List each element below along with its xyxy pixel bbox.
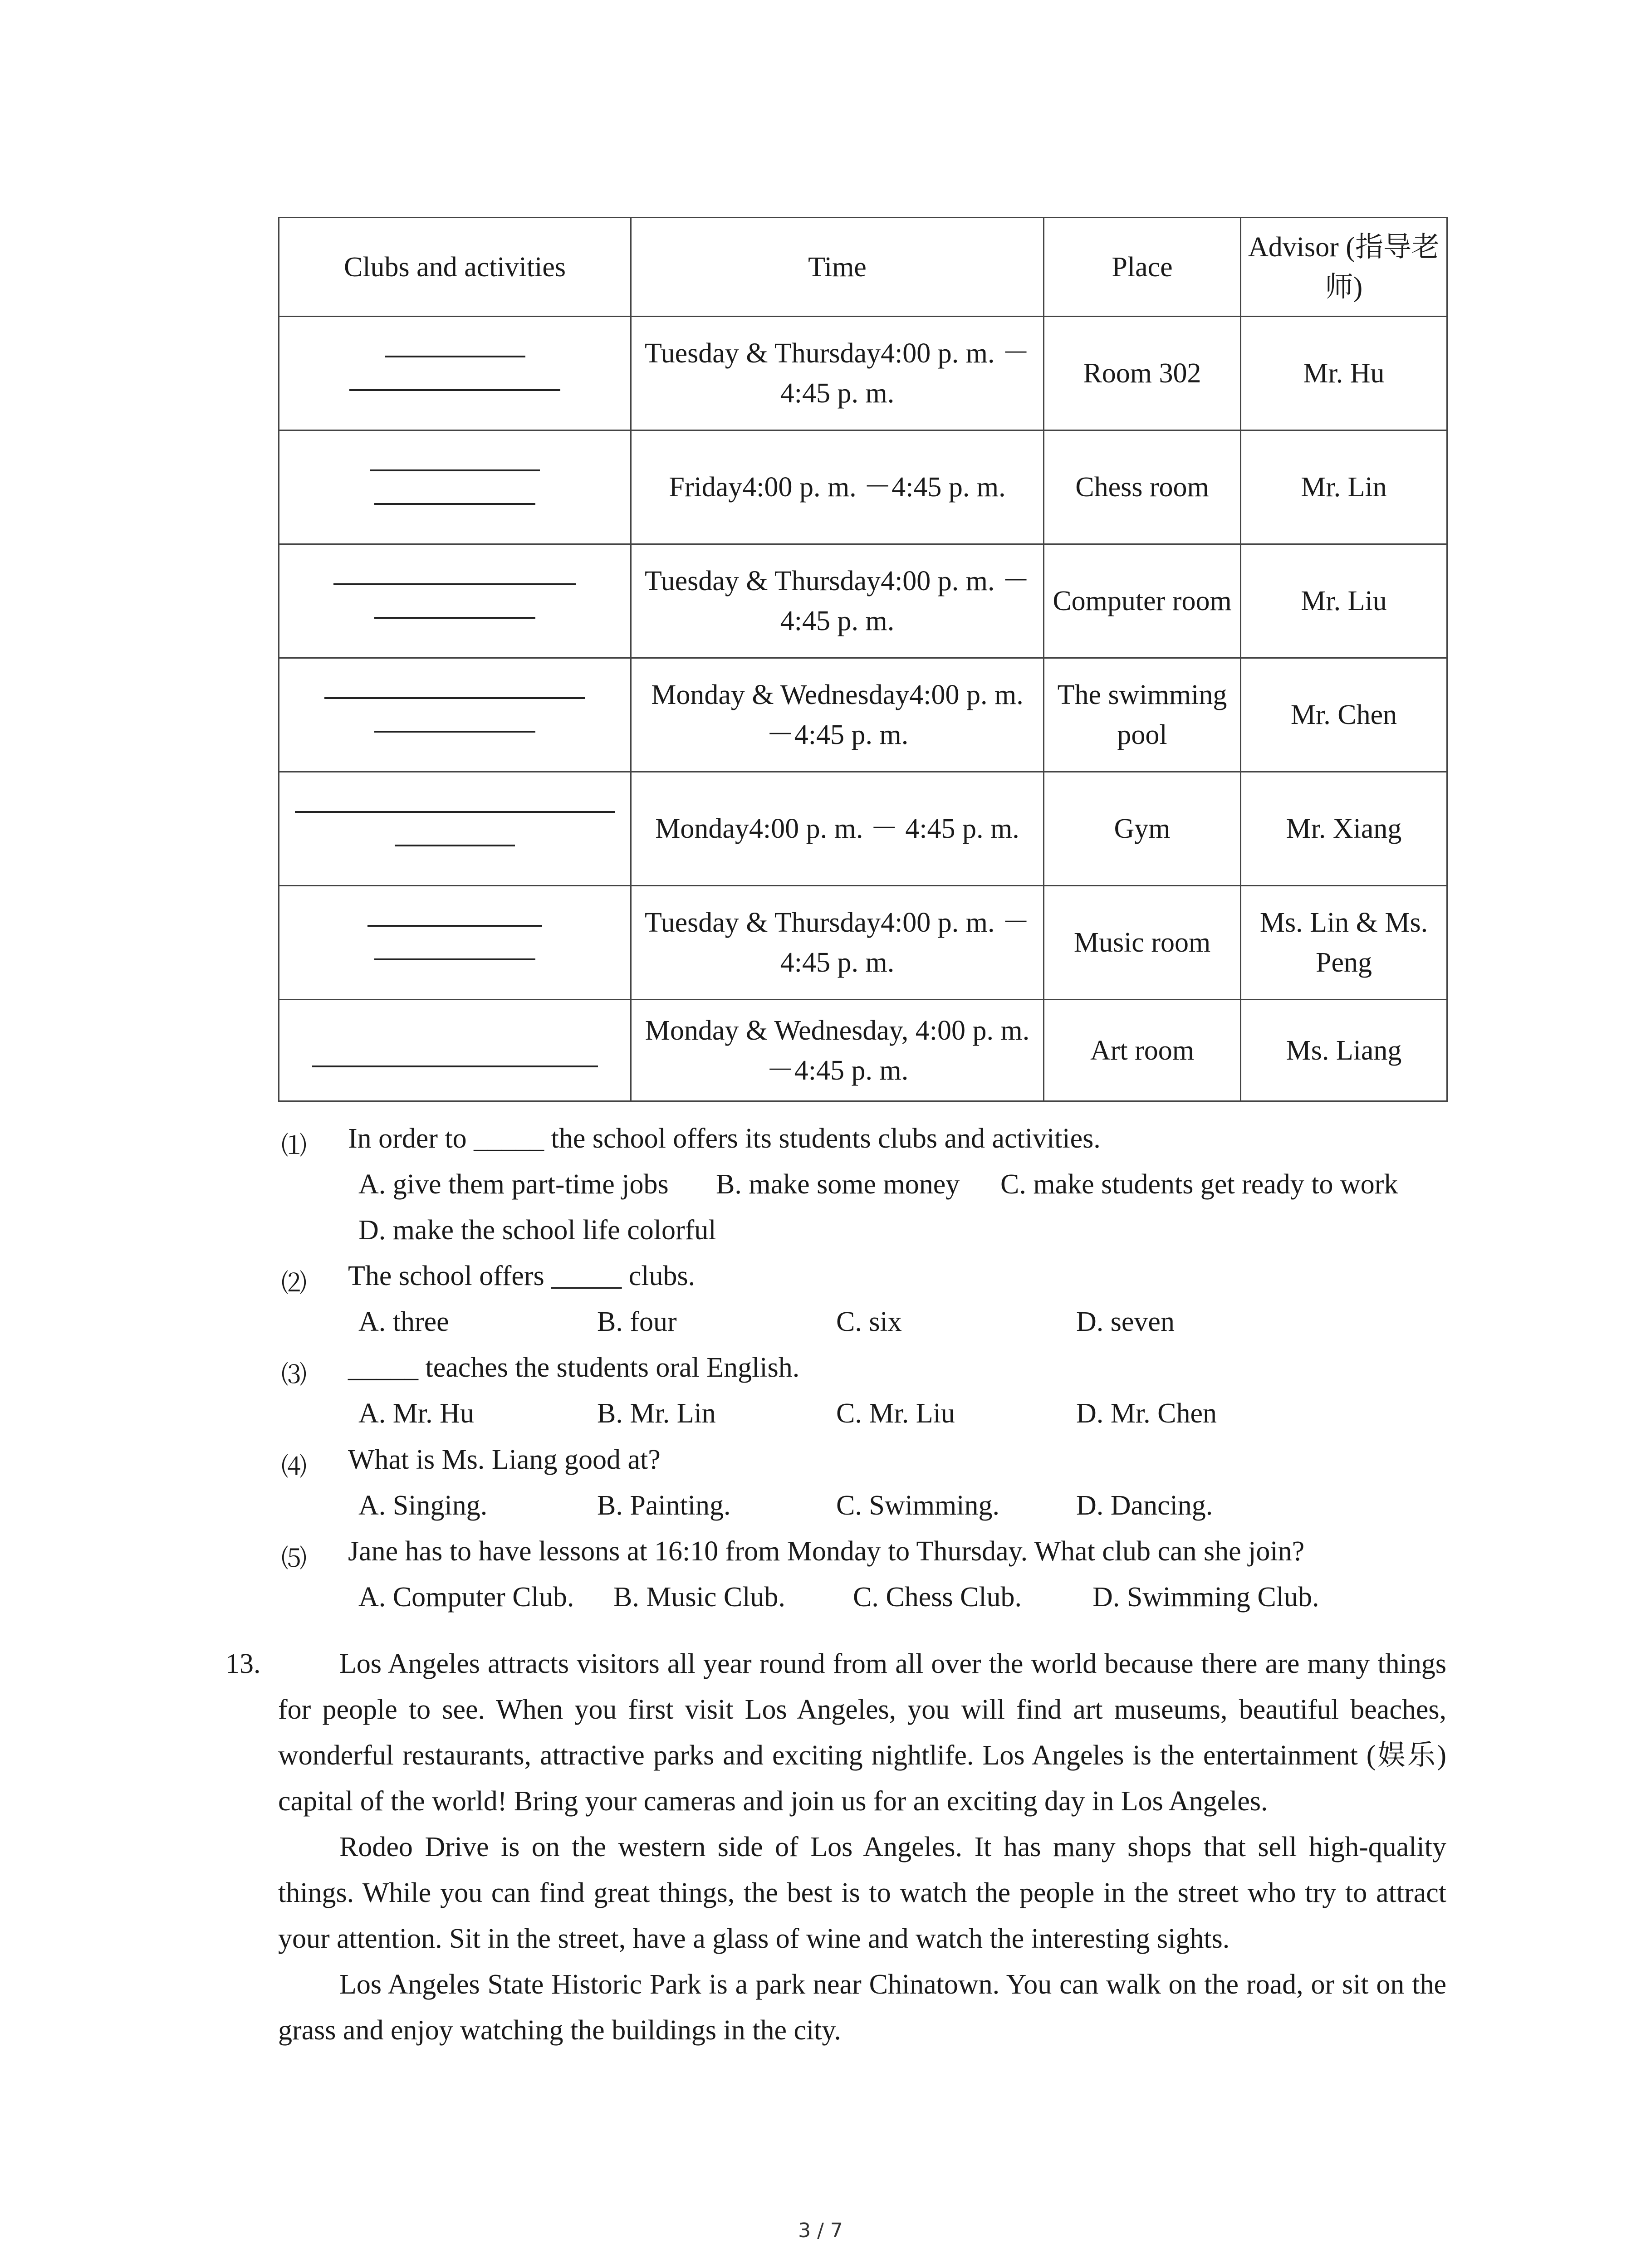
place-cell: Chess room [1044, 430, 1241, 544]
time-cell: Friday4:00 p. m. －4:45 p. m. [631, 430, 1044, 544]
place-cell: Music room [1044, 886, 1241, 1000]
place-cell: Gym [1044, 772, 1241, 886]
option-d[interactable]: D. make the school life colorful [358, 1215, 716, 1246]
fill-in-blank-line [374, 958, 535, 960]
fill-in-blank-line [312, 1066, 598, 1067]
option-b[interactable]: B. Mr. Lin [597, 1398, 716, 1429]
table-row [279, 658, 1447, 772]
clubs-table [278, 217, 1448, 1102]
question-number: ⑴ [281, 1132, 307, 1160]
fill-in-blank-line [374, 617, 535, 619]
time-cell: Tuesday & Thursday4:00 p. m. －4:45 p. m. [631, 886, 1044, 1000]
advisor-cell: Mr. Xiang [1241, 772, 1447, 886]
option-d[interactable]: D. Swimming Club. [1092, 1582, 1319, 1613]
option-d[interactable]: D. Mr. Chen [1076, 1398, 1217, 1429]
question-text: Jane has to have lessons at 16:10 from Monday to Thursday. What club can she join? [348, 1536, 1305, 1567]
fill-in-blank-line [370, 469, 540, 471]
advisor-cell: Ms. Lin & Ms. Peng [1241, 886, 1447, 1000]
passage-paragraph: Los Angeles attracts visitors all year round from all over the world because there are many things for people to see. When you first visit Los Angeles, you will find art museums, beautiful beaches, wonderful restaurants, attractive parks and exciting nightlife. Los Angeles is the entertainment (娱乐) capital of the world! Bring your cameras and join us for an exciting day in Los Angeles. [278, 1648, 1446, 1817]
option-a[interactable]: A. Mr. Hu [358, 1398, 474, 1429]
option-b[interactable]: B. Painting. [597, 1490, 731, 1521]
fill-in-blank-line [385, 356, 525, 357]
option-a[interactable]: A. give them part-time jobs [358, 1169, 669, 1200]
option-a[interactable]: A. three [358, 1306, 449, 1337]
option-a[interactable]: A. Singing. [358, 1490, 488, 1521]
option-c[interactable]: C. Mr. Liu [836, 1398, 955, 1429]
club-name-blank[interactable] [279, 317, 631, 430]
club-name-blank[interactable] [279, 658, 631, 772]
fill-in-blank-line [374, 731, 535, 733]
club-name-blank[interactable] [279, 772, 631, 886]
time-cell: Monday & Wednesday4:00 p. m. －4:45 p. m. [631, 658, 1044, 772]
place-cell: Room 302 [1044, 317, 1241, 430]
option-b[interactable]: B. Music Club. [613, 1582, 785, 1613]
club-name-blank[interactable] [279, 544, 631, 658]
place-cell: Art room [1044, 1000, 1241, 1101]
fill-in-blank-line [333, 583, 576, 585]
table-row [279, 430, 1447, 544]
advisor-cell: Mr. Chen [1241, 658, 1447, 772]
advisor-cell: Mr. Lin [1241, 430, 1447, 544]
option-c[interactable]: C. six [836, 1306, 902, 1337]
option-d[interactable]: D. seven [1076, 1306, 1175, 1337]
club-name-blank[interactable] [279, 430, 631, 544]
table-row [279, 317, 1447, 430]
question-number: ⑸ [281, 1545, 307, 1573]
place-cell: The swimming pool [1044, 658, 1241, 772]
header-advisor: Advisor (指导老师) [1241, 218, 1447, 317]
header-time: Time [631, 218, 1044, 317]
fill-in-blank-line [349, 389, 560, 391]
question-text: In order to _____ the school offers its students clubs and activities. [348, 1123, 1101, 1154]
table-row [279, 544, 1447, 658]
option-a[interactable]: A. Computer Club. [358, 1582, 574, 1613]
time-cell: Tuesday & Thursday4:00 p. m. － 4:45 p. m. [631, 544, 1044, 658]
time-cell: Monday & Wednesday, 4:00 p. m. －4:45 p. m. [631, 1000, 1044, 1101]
page-number: 3 / 7 [798, 2219, 843, 2242]
table-header-row [279, 218, 1447, 317]
fill-in-blank-line [374, 503, 535, 505]
fill-in-blank-line [395, 845, 515, 846]
option-d[interactable]: D. Dancing. [1076, 1490, 1213, 1521]
option-c[interactable]: C. Chess Club. [853, 1582, 1022, 1613]
option-c[interactable]: C. make students get ready to work [1000, 1169, 1398, 1200]
advisor-cell: Mr. Liu [1241, 544, 1447, 658]
time-cell: Monday4:00 p. m. － 4:45 p. m. [631, 772, 1044, 886]
advisor-cell: Mr. Hu [1241, 317, 1447, 430]
option-b[interactable]: B. make some money [716, 1169, 960, 1200]
time-cell: Tuesday & Thursday4:00 p. m. － 4:45 p. m. [631, 317, 1044, 430]
place-cell: Computer room [1044, 544, 1241, 658]
question-number: ⑷ [281, 1453, 307, 1481]
table-row [279, 772, 1447, 886]
table-row [279, 886, 1447, 1000]
question-number: ⑶ [281, 1361, 307, 1389]
club-name-blank[interactable] [279, 1000, 631, 1101]
club-name-blank[interactable] [279, 886, 631, 1000]
question-text: What is Ms. Liang good at? [348, 1444, 661, 1475]
question-text: _____ teaches the students oral English. [348, 1352, 800, 1383]
option-c[interactable]: C. Swimming. [836, 1490, 1000, 1521]
reading-passage [278, 1641, 1446, 2053]
question-text: The school offers _____ clubs. [348, 1261, 696, 1291]
advisor-cell: Ms. Liang [1241, 1000, 1447, 1101]
fill-in-blank-line [367, 925, 542, 927]
passage-paragraph: Rodeo Drive is on the western side of Los Angeles. It has many shops that sell high-quality things. While you can find great things, the best is to watch the people in the street who try to attract your attention. Sit in the street, have a glass of wine and watch the interesting sights. [278, 1832, 1446, 1954]
header-place: Place [1044, 218, 1241, 317]
question-number: 13. [225, 1648, 261, 1679]
table-row [279, 1000, 1447, 1101]
question-number: ⑵ [281, 1270, 307, 1298]
fill-in-blank-line [324, 697, 585, 699]
header-clubs: Clubs and activities [279, 218, 631, 317]
option-b[interactable]: B. four [597, 1306, 677, 1337]
fill-in-blank-line [295, 811, 615, 813]
passage-paragraph: Los Angeles State Historic Park is a park near Chinatown. You can walk on the road, or sit on the grass and enjoy watching the buildings in the city. [278, 1969, 1446, 2046]
